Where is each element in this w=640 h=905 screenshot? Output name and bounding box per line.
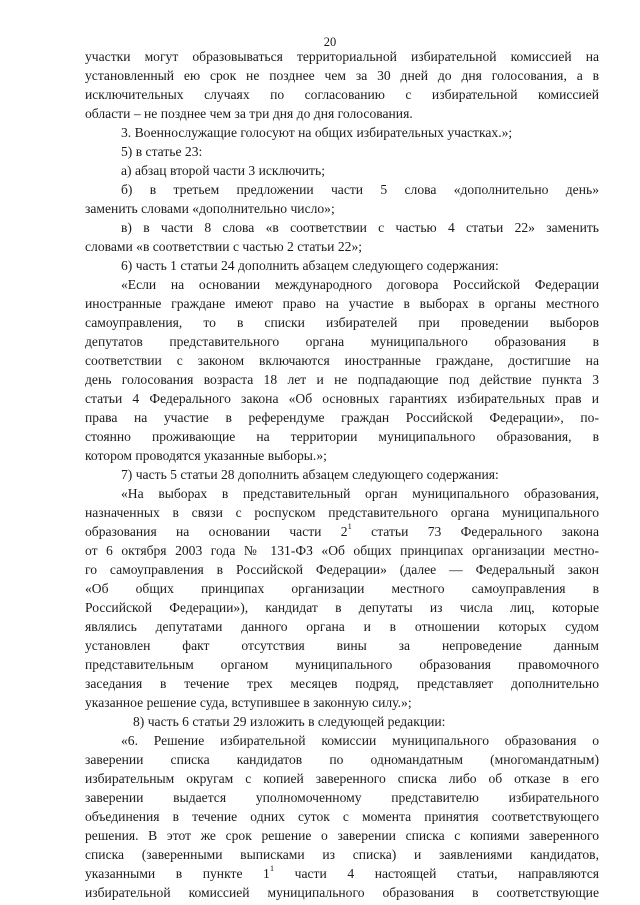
text-line: решения. В этот же срок решение о заверении списка с копиями заверенного [85, 828, 599, 843]
text-line [85, 523, 599, 542]
text-segment: указанными в пункте 1 [85, 866, 270, 881]
text-segment: статьи 73 Федерального закона [351, 524, 599, 539]
text-line: б) в третьем предложении части 5 слова «дополнительно день» [121, 182, 599, 197]
text-line: назначенных в связи с роспуском представительного органа муниципального [85, 505, 599, 520]
text-line: заседания в течение трех месяцев подряд, представляет дополнительно [85, 676, 599, 691]
text-line: «Об общих принципах организации местного самоуправления в [85, 581, 599, 596]
text-line: 8) часть 6 статьи 29 изложить в следующей редакции: [133, 714, 446, 729]
text-line [85, 865, 599, 884]
text-line: иностранные граждане имеют право на участие в выборах в органы местного [85, 296, 599, 311]
text-line: словами «в соответствии с частью 2 статьи 22»; [85, 239, 363, 254]
text-line: день голосования возраста 18 лет и не подпадающие под действие пункта 3 [85, 372, 599, 387]
text-line: «6. Решение избирательной комиссии муниципального образования о [121, 733, 599, 748]
superscript: 1 [269, 863, 275, 874]
text-line: 3. Военнослужащие голосуют на общих избирательных участках.»; [121, 125, 513, 140]
text-line: заверении выдается уполномоченному представителю избирательного [85, 790, 599, 805]
text-line: го самоуправления в Российской Федерации» (далее — Федеральный закон [85, 562, 599, 577]
text-line: избирательным округам с копией заверенного списка либо об отказе в его [85, 771, 599, 786]
text-line: заменить словами «дополнительно число»; [85, 201, 335, 216]
text-line: списка (заверенными выписками из списка) и заявлениями кандидатов, [85, 847, 599, 862]
text-line: соответствии с законом включаются иностранные граждане, достигшие на [85, 353, 599, 368]
text-line: самоуправления, то в списки избирателей при проведении выборов [85, 315, 599, 330]
text-line: указанное решение суда, вступившее в законную силу.»; [85, 695, 412, 710]
text-line: «На выборах в представительный орган муниципального образования, [121, 486, 599, 501]
superscript: 1 [347, 521, 352, 532]
text-line: 6) часть 1 статьи 24 дополнить абзацем следующего содержания: [121, 258, 499, 273]
text-line: котором проводятся указанные выборы.»; [85, 448, 327, 463]
text-line: области – не позднее чем за три дня до дня голосования. [85, 106, 413, 121]
text-line: исключительных случаях по согласованию с избирательной комиссией [85, 87, 599, 102]
text-line: установлен факт отсутствия вины за непроведение данным [85, 638, 599, 653]
text-line: стоянно проживающие на территории муниципального образования, в [85, 429, 599, 444]
text-line: объединения в течение одних суток с момента принятия соответствующего [85, 809, 599, 824]
text-line: депутатов представительного органа муниципального образования в [85, 334, 599, 349]
text-segment: части 4 настоящей статьи, направляются [274, 866, 599, 881]
text-line: «Если на основании международного договора Российской Федерации [121, 277, 599, 292]
text-line: заверении списка кандидатов по одномандатным (многомандатным) [85, 752, 599, 767]
text-line: от 6 октября 2003 года № 131-ФЗ «Об общих принципах организации местно- [85, 543, 599, 558]
text-line: права на участие в референдуме граждан Российской Федерации», по- [85, 410, 599, 425]
text-line: а) абзац второй части 3 исключить; [121, 163, 325, 178]
text-line: Российской Федерации»), кандидат в депутаты из числа лиц, которые [85, 600, 599, 615]
text-segment: образования на основании части 2 [85, 524, 348, 539]
text-line: 7) часть 5 статьи 28 дополнить абзацем следующего содержания: [121, 467, 499, 482]
text-line: 5) в статье 23: [121, 144, 203, 159]
text-line: установленный ею срок не позднее чем за 30 дней до дня голосования, а в [85, 68, 599, 83]
text-line: в) в части 8 слова «в соответствии с частью 4 статьи 22» заменить [121, 220, 599, 235]
text-line: статьи 4 Федерального закона «Об основных гарантиях избирательных прав и [85, 391, 599, 406]
text-line: являлись депутатами данного органа и в отношении которых судом [85, 619, 599, 634]
text-line: участки могут образовываться территориальной избирательной комиссией на [85, 49, 599, 64]
page-number: 20 [323, 35, 337, 49]
text-line: представительным органом муниципального образования правомочного [85, 657, 599, 672]
text-line: избирательной комиссией муниципального образования в соответствующие [85, 885, 599, 900]
